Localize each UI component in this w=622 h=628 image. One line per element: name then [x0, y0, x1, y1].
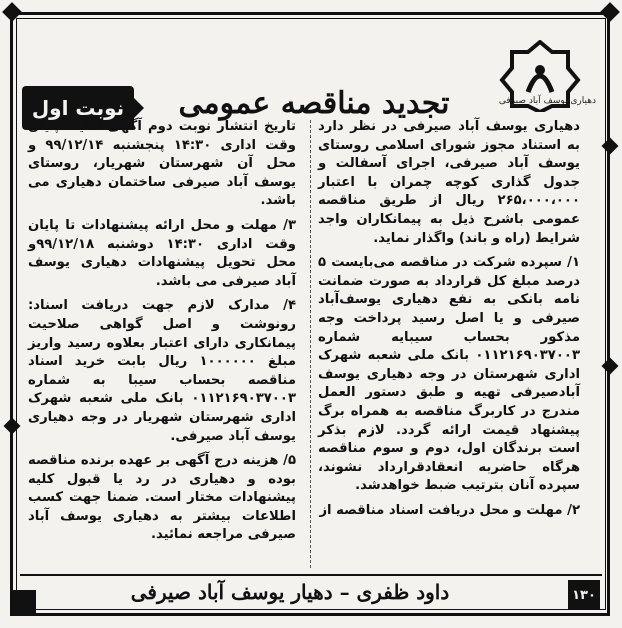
corner-ornament: [10, 590, 36, 616]
paragraph: ۵/ هزینه درج آگهی بر عهده برنده مناقصه بوده و دهیاری در رد یا قبول کلیه پیشنهادات مختار است. ضمنا جهت کسب اطلاعات بیشتر به دهیاری یوسف آباد صیرفی مراجعه نمائید.: [28, 453, 296, 543]
page-number: ۱۳۰: [568, 580, 600, 610]
paragraph: ۲/ مهلت و محل دریافت اسناد مناقصه از: [319, 502, 580, 518]
paragraph: ۴/ مدارک لازم جهت دریافت اسناد: رونوشت و اصل گواهی صلاحیت پیمانکاری دارای اعتبار بعلاوه رسید واریز مبلغ ۱۰۰۰۰۰۰ ریال بابت خرید اسناد مناقصه بحساب سیبا به شماره ۰۱۱۲۱۶۹۰۳۷۰۰۳ بانک ملی شعبه شهرک اداری شهرستان شهریار در وجه دهیاری یوسف آباد صیرفی.: [28, 298, 296, 444]
right-column: [318, 118, 580, 526]
left-column: [28, 118, 296, 551]
column-divider: [310, 120, 311, 568]
paragraph: تاریخ انتشار نوبت دوم آگهی لغایت پایان وقت اداری ۱۴:۳۰ پنجشنبه ۹۹/۱۲/۱۴ و محل آن شهرستان شهریار، روستای یوسف آباد صیرفی ساختمان دهیاری می باشد.: [28, 119, 296, 209]
round-badge: نوبت اول: [22, 86, 134, 130]
paragraph: ۱/ سپرده شرکت در مناقصه می‌بایست ۵ درصد مبلغ کل قرارداد به صورت ضمانت نامه بانکی به نفع دهیاری یوسف‌آباد صیرفی و یا اصل رسید پرداخت وجه مذکور بحساب سیبایه شماره ۰۱۱۲۱۶۹۰۳۷۰۰۳ بانک ملی شعبه شهرک اداری شهرستان در وجه دهیاری یوسف آبادصیرفی تهیه و طبق دستور العمل مندرج در کاربرگ مناقصه به همراه برگ پیشنهاد قیمت ارائه گردد. لازم بذکر است برندگان اول، دوم و سوم مناقصه هرگاه حاضربه انعقادقرارداد نشوند، سپرده آنان بترتیب ضبط خواهدشد.: [318, 255, 580, 494]
paragraph: ۳/ مهلت و محل ارائه پیشنهادات تا پایان وقت اداری ۱۴:۳۰ دوشنبه ۹۹/۱۲/۱۸و محل تحویل پیشنهادات دهیاری یوسف آباد صیرفی می باشد.: [28, 217, 296, 289]
logo-caption: دهیاری یوسف آباد صیرفی: [498, 96, 596, 106]
footer-divider: [20, 574, 602, 576]
page-title: تجدید مناقصه عمومی: [178, 86, 450, 121]
paragraph: دهیاری یوسف آباد صیرفی در نظر دارد به استناد مجوز شورای اسلامی روستای یوسف آباد صیرفی، اجرای آسفالت و جدول گذاری کوچه چمران با اعتبار ۲۶۵،۰۰۰،۰۰۰ ریال از طریق مناقصه عمومی باشرح ذیل به پیمانکاران واجد شرایط (راه و باند) واگذار نماید.: [318, 119, 580, 246]
signature: داود ظفری – دهیار یوسف آباد صیرفی: [130, 580, 450, 604]
